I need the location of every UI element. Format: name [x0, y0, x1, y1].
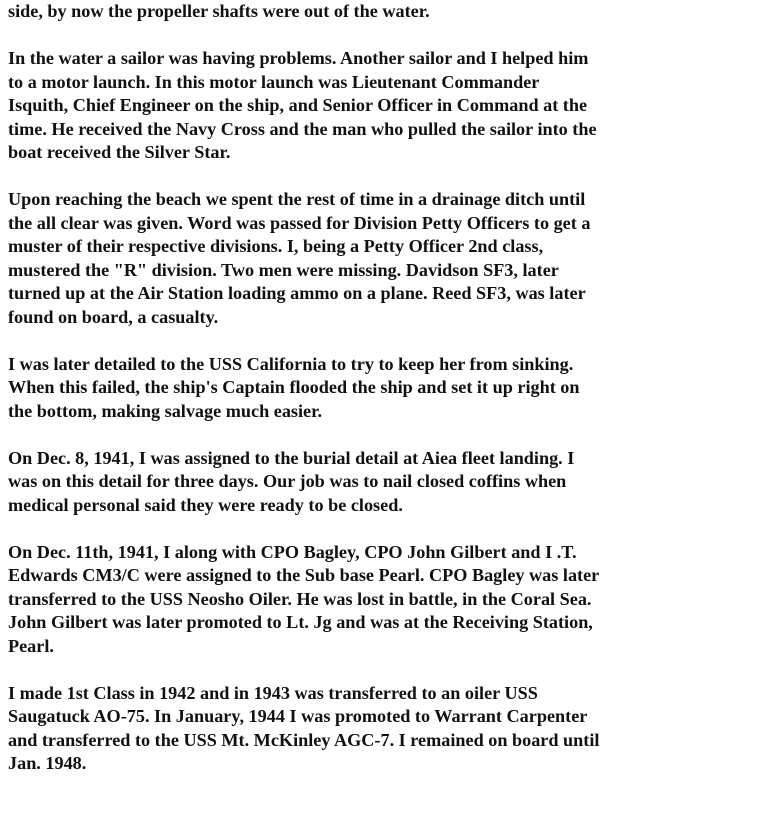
text-line: to a motor launch. In this motor launch was Lieutenant Commander [8, 71, 540, 92]
text-line: was on this detail for three days. Our job was to nail closed coffins when [8, 471, 567, 491]
text-line: muster of their respective divisions. I, being a Petty Officer 2nd class, [8, 236, 544, 256]
text-line: Upon reaching the beach we spent the rest of time in a drainage ditch until [8, 189, 586, 209]
text-line: I was later detailed to the USS California to try to keep her from sinking. [8, 353, 574, 374]
text-line: found on board, a casualty. [8, 306, 219, 327]
text-line: mustered the "R" division. Two men were missing. Davidson SF3, later [8, 259, 559, 280]
text-line: John Gilbert was later promoted to Lt. Jg and was at the Receiving Station, [8, 612, 593, 632]
paragraph-3 [8, 188, 756, 329]
text-line: turned up at the Air Station loading ammo on a plane. Reed SF3, was later [8, 283, 586, 303]
paragraph-4 [8, 353, 756, 424]
paragraph-5 [8, 447, 756, 518]
text-line: When this failed, the ship's Captain flooded the ship and set it up right on [8, 377, 580, 397]
text-line: and transferred to the USS Mt. McKinley AGC-7. I remained on board until [8, 729, 600, 750]
text-line: Pearl. [8, 635, 54, 656]
document-page [8, 0, 756, 799]
paragraph-7 [8, 682, 756, 776]
text-line: In the water a sailor was having problems. Another sailor and I helped him [8, 48, 589, 68]
paragraph-2 [8, 47, 756, 165]
text-line: side, by now the propeller shafts were out of the water. [8, 1, 430, 21]
paragraph-6 [8, 541, 756, 659]
text-line: the bottom, making salvage much easier. [8, 400, 323, 421]
text-line: Jan. 1948. [8, 753, 87, 773]
text-line: transferred to the USS Neosho Oiler. He was lost in battle, in the Coral Sea. [8, 588, 592, 609]
text-line: Isquith, Chief Engineer on the ship, and Senior Officer in Command at the [8, 95, 588, 115]
paragraph-1 [8, 0, 756, 24]
text-line: boat received the Silver Star. [8, 142, 231, 162]
text-line: the all clear was given. Word was passed for Division Petty Officers to get a [8, 212, 591, 233]
text-line: On Dec. 11th, 1941, I along with CPO Bagley, CPO John Gilbert and I .T. [8, 541, 577, 562]
text-line: On Dec. 8, 1941, I was assigned to the burial detail at Aiea fleet landing. I [8, 447, 575, 468]
text-line: Saugatuck AO-75. In January, 1944 I was promoted to Warrant Carpenter [8, 706, 588, 726]
text-line: Edwards CM3/C were assigned to the Sub base Pearl. CPO Bagley was later [8, 565, 600, 585]
text-line: time. He received the Navy Cross and the man who pulled the sailor into the [8, 118, 597, 139]
text-line: I made 1st Class in 1942 and in 1943 was transferred to an oiler USS [8, 682, 538, 703]
text-line: medical personal said they were ready to be closed. [8, 494, 403, 515]
